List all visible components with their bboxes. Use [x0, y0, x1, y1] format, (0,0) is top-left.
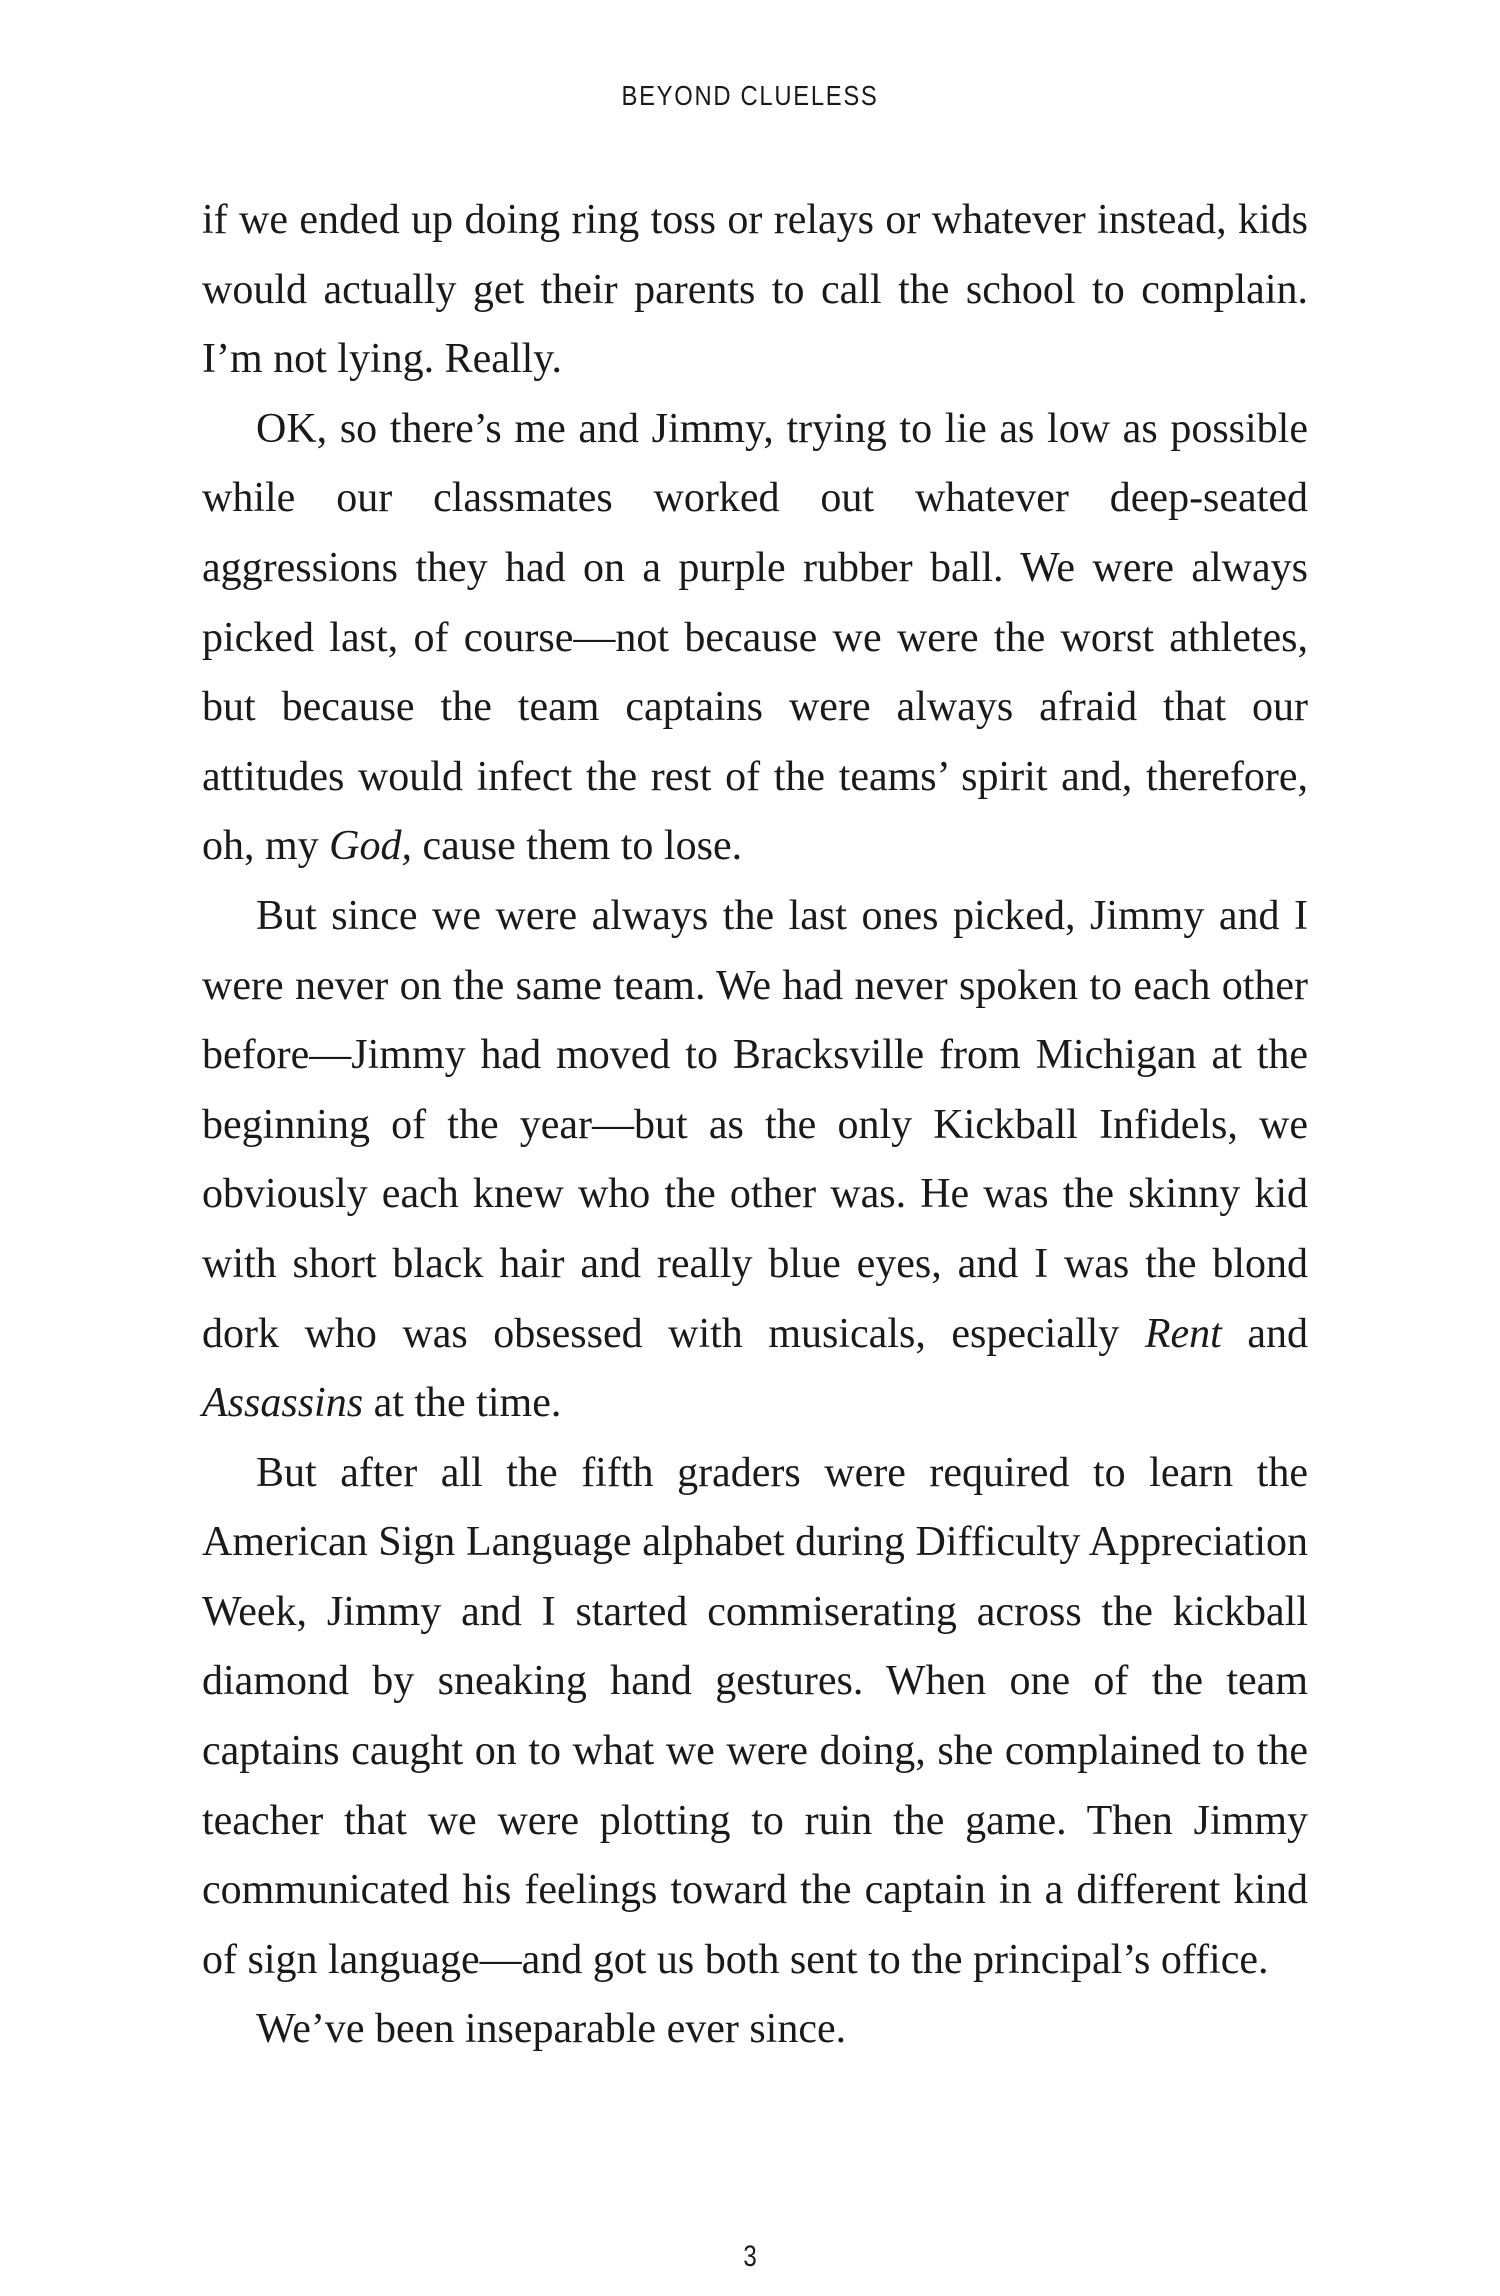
paragraph-text: cause them to lose.: [412, 823, 743, 870]
body-text: [202, 186, 1308, 2065]
paragraph: [202, 186, 1308, 395]
paragraph-text: But after all the fifth graders were required to learn the American Sign Language alphabet during Difficulty Appreciation Week, Jimmy and I started commiserating across the kickball diamond by sneaking hand gestures. When one of the team captains caught on to what we were doing, she complained to the teacher that we were plotting to ruin the game. Then Jimmy communicated his feelings toward the captain in a different kind of sign language—and got us both sent to the principal’s office.: [202, 1449, 1308, 1983]
work-title: Assassins: [202, 1380, 364, 1427]
paragraph-text: We’ve been inseparable ever since.: [256, 2006, 847, 2053]
work-title: Rent: [1144, 1310, 1222, 1357]
paragraph-text: OK, so there’s me and Jimmy, trying to lie as low as possible while our classmates worked out whatever deep-seated aggressions they had on a purple rubber ball. We were always picked last, of course—not because we were the worst athletes, but because the team captains were always afraid that our attitudes would infect the rest of the teams’ spirit and, therefore, oh, my: [202, 405, 1308, 870]
paragraph: [202, 1439, 1308, 1996]
running-head: BEYOND CLUELESS: [621, 80, 879, 111]
emphasis: God,: [329, 823, 413, 870]
paragraph-text: if we ended up doing ring toss or relays or whatever instead, kids would actually get their parents to call the school to complain. I’m not lying. Really.: [202, 197, 1308, 383]
paragraph-text: But since we were always the last ones picked, Jimmy and I were never on the same team. We had never spoken to each other before—Jimmy had moved to Bracksville from Michigan at the beginning of the year—but as the only Kickball Infidels, we obviously each knew who the other was. He was the skinny kid with short black hair and really blue eyes, and I was the blond dork who was obsessed with musicals, especially: [202, 892, 1308, 1357]
page-number: 3: [743, 2240, 757, 2273]
paragraph: [202, 1995, 1308, 2065]
paragraph: [202, 395, 1308, 882]
paragraph: [202, 882, 1308, 1439]
paragraph-text: and: [1221, 1310, 1308, 1357]
paragraph-text: at the time.: [363, 1380, 562, 1427]
